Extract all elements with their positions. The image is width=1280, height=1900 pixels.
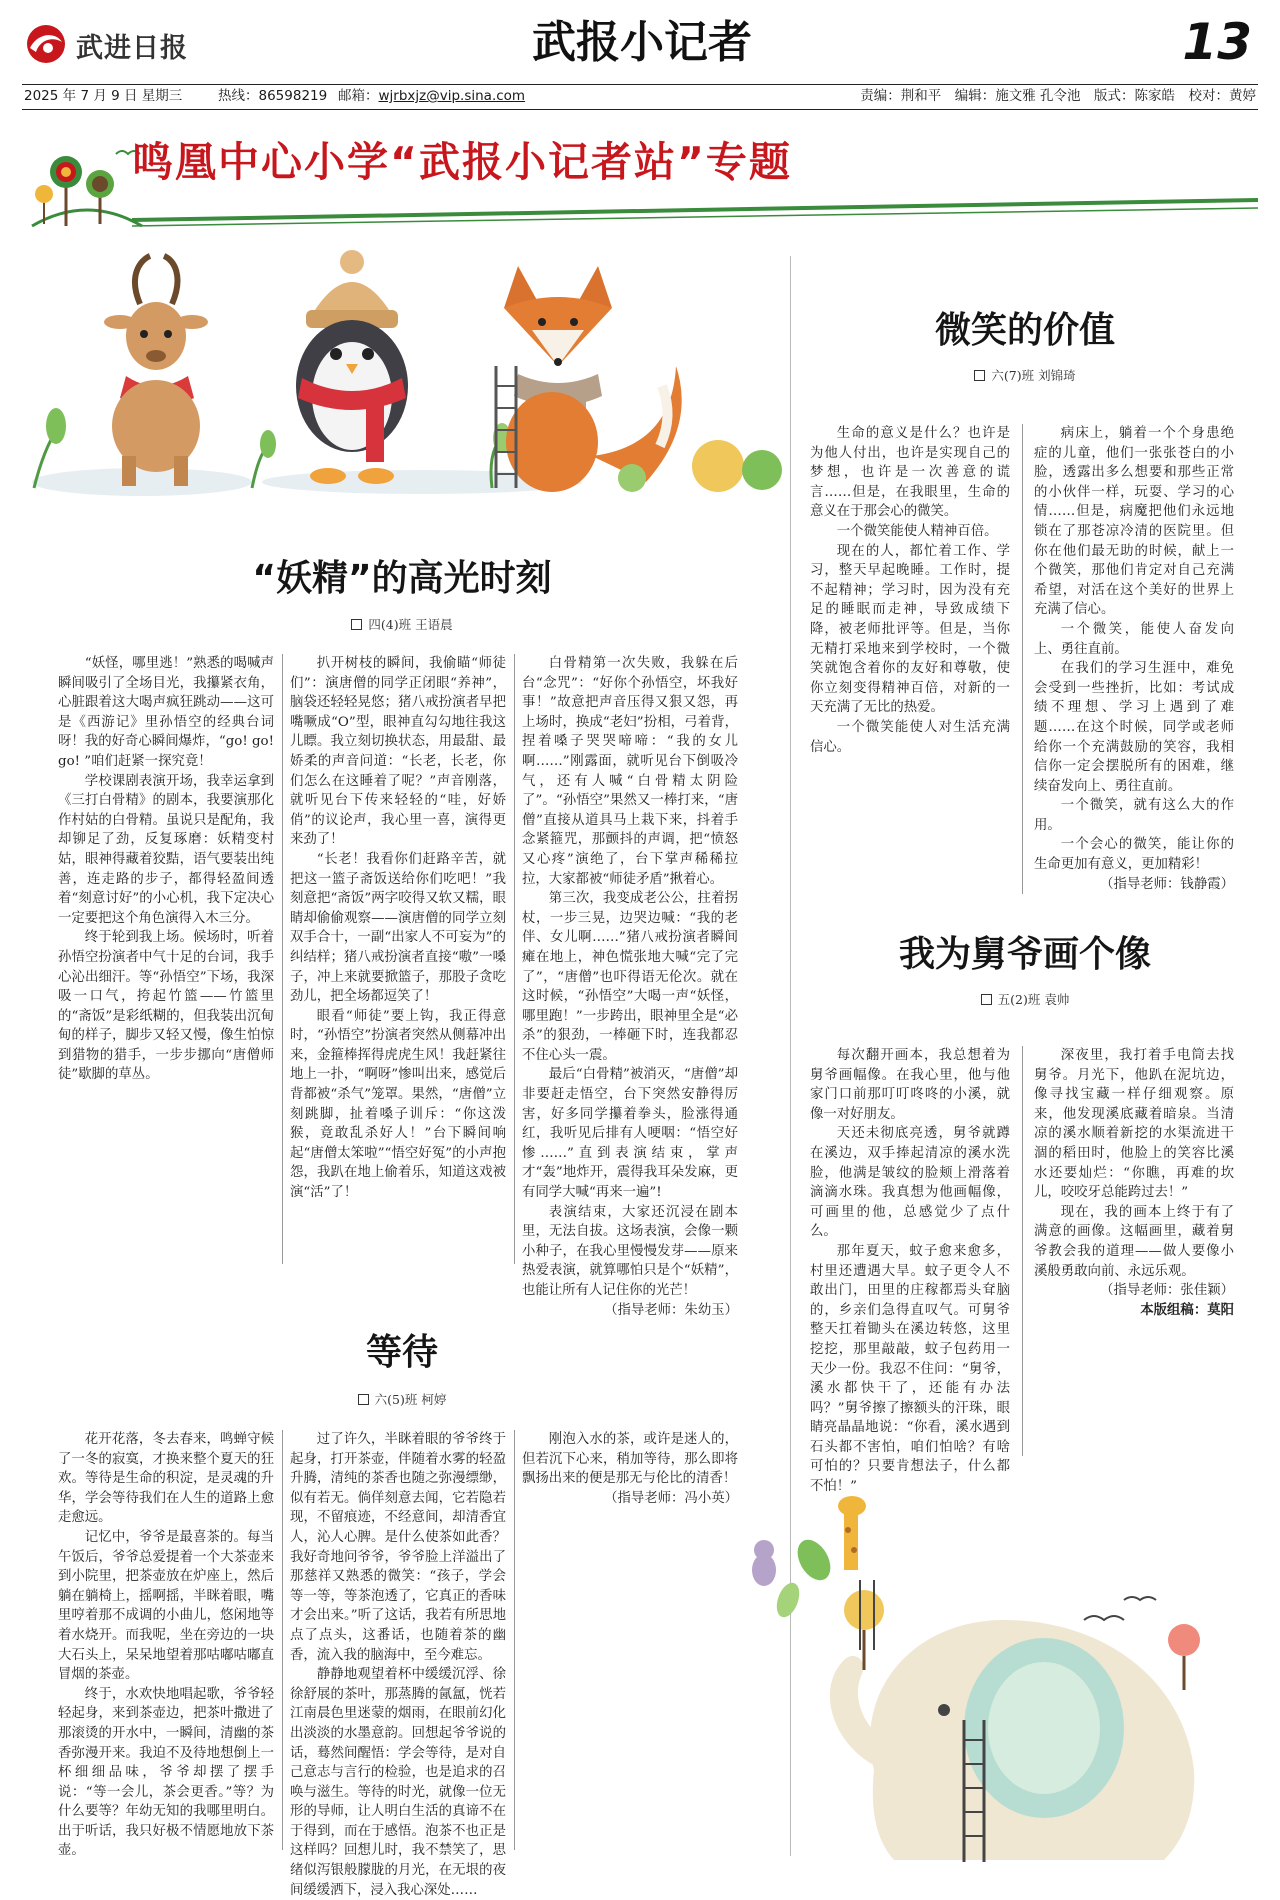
column-divider: [514, 654, 515, 1264]
byline-box-icon: [351, 619, 362, 630]
article-title-weixiao: 微笑的价值: [934, 310, 1115, 351]
paragraph: 深夜里，我打着手电筒去找舅爷。月光下，他趴在泥坑边，像寻找宝藏一样仔细观察。原来，他发现溪底藏着暗泉。当清凉的溪水顺着新挖的水渠流进干涸的稻田时，他脸上的笑容比溪水还要灿烂：“你瞧，再难的坎儿，咬咬牙总能跨过去！”: [1034, 1048, 1234, 1201]
teacher-credit: （指导老师：钱静霞）: [1100, 876, 1234, 892]
article-body-weixiao-col2: [1034, 424, 1234, 914]
article-title-yaojing: “妖精”的高光时刻: [252, 558, 552, 599]
banner-underline: [22, 194, 1258, 234]
paragraph: 一个会心的微笑，能让你的生命更加有意义，更加精彩！: [1034, 837, 1234, 873]
article-body-jiuye-col2: [1034, 1046, 1234, 1466]
teacher-credit: （指导老师：朱幼玉）: [604, 1302, 738, 1318]
group-note: 本版组稿：莫阳: [1140, 1302, 1234, 1318]
teacher-credit: （指导老师：冯小英）: [604, 1490, 738, 1506]
article-body-yaojing-col3: [522, 654, 738, 1318]
paragraph: 一个微笑，就有这么大的作用。: [1034, 798, 1234, 833]
paragraph: 生命的意义是什么？也许是为他人付出，也许是实现自己的梦想，也许是一次善意的谎言……但是，在我眼里，生命的意义在于那会心的微笑。: [810, 426, 1010, 520]
paragraph: 扒开树枝的瞬间，我偷瞄“师徒们”：演唐僧的同学正闭眼“养神”，脑袋还轻轻晃悠；猪八戒扮演者早把嘴噘成“O”型，眼神直勾勾地往我这儿瞟。我立刻切换状态，用最甜、最娇柔的声音问道：“长老，长老，你们怎么在这睡着了呢？”声音刚落，就听见台下传来轻轻的“哇，好娇俏”的议论声，我心里一喜，演得更来劲了！: [290, 656, 506, 848]
email-block: [338, 85, 525, 108]
page-number: 13: [1182, 13, 1252, 71]
article-body-yaojing-col2: [290, 654, 506, 1274]
paragraph: 一个微笑，能使人奋发向上、勇往直前。: [1034, 621, 1234, 657]
column-divider: [282, 654, 283, 1264]
issue-date: 2025 年 7 月 9 日 星期三: [24, 88, 183, 104]
paragraph: 现在的人，都忙着工作、学习，整天早起晚睡。工作时，提不起精神；学习时，因为没有充足的睡眠而走神，导致成绩下降，被老师批评等。但是，当你无精打采地来到学校时，一个微笑就饱含着你的友好和尊敬，使你立刻变得精神百倍，对新的一天充满了无比的热爱。: [810, 543, 1010, 716]
column-divider: [1022, 1046, 1023, 1456]
paragraph: 静静地观望着杯中缓缓沉浮、徐徐舒展的茶叶，那蒸腾的氤氲，恍若江南晨色里迷蒙的烟雨，在眼前幻化出淡淡的水墨意韵。回想起爷爷说的话，蓦然间醒悟：学会等待，是对自己意志与言行的检验，也是追求的召唤与滋生。等待的时光，就像一位无形的导师，让人明白生活的真谛不在于得到，而在于感悟。泡茶不也正是这样吗？回想儿时，我不禁笑了，思绪似泻银般朦胧的月光，在无垠的夜间缓缓洒下，浸入我心深处……: [290, 1667, 506, 1898]
penguin-icon: [296, 250, 408, 484]
paragraph: 每次翻开画本，我总想着为舅爷画幅像。在我心里，他与他家门口前那叮叮咚咚的小溪，就像一对好朋友。: [810, 1048, 1010, 1122]
byline-jiuye: [800, 990, 1250, 1008]
paragraph: 一个微笑能使人对生活充满信心。: [810, 719, 1010, 755]
byline-yaojing: [22, 615, 782, 633]
paragraph: 一个微笑能使人精神百倍。: [836, 523, 998, 539]
newspaper-logo: [22, 22, 202, 66]
paragraph: 眼看“师徒”要上钩，我正得意时，“孙悟空”扮演者突然从侧幕冲出来，金箍棒挥得虎虎生风！我赶紧往地上一扑，“啊呀”惨叫出来，感觉后背都被“杀气”笼罩。果然，“唐僧”立刻跳脚，扯着嗓子训斥：“你这泼猴，竟敢乱杀好人！”台下瞬间响起“唐僧太笨啦”“悟空好冤”的小声抱怨，我趴在地上偷着乐，知道这戏被演“活”了！: [290, 1008, 506, 1201]
email-link[interactable]: wjrbxjz@vip.sina.com: [378, 88, 526, 104]
paragraph: 在我们的学习生涯中，难免会受到一些挫折，比如：考试成绩不理想、学习上遇到了难题……在这个时候，同学或老师给你一个充满鼓励的笑容，我相信你一定会摆脱所有的困难，继续奋发向上、勇往直前。: [1034, 661, 1234, 794]
paragraph: 那年夏天，蚊子愈来愈多，村里还遭遇大旱。蚊子更令人不敢出门，田里的庄稼都焉头耷脑的，乡亲们急得直叹气。可舅爷整天扛着锄头在溪边转悠，这里挖挖，那里敲敲，蚊子包药用一天少一份。我忍不住问：“舅爷，溪水都快干了，还能有办法吗？”舅爷擦了擦额头的汗珠，眼睛亮晶晶地说：“你看，溪水遇到石头都不害怕，咱们怕啥？有啥可怕的？只要肯想法子，什么都不怕！”: [810, 1243, 1010, 1495]
paragraph: 花开花落，冬去春来，鸣蝉守候了一冬的寂寞，才换来整个夏天的狂欢。等待是生命的积淀，是灵魂的升华，学会等待我们在人生的道路上愈走愈远。: [58, 1432, 274, 1526]
logo-swirl-icon: [22, 22, 70, 66]
leaf-icon: [772, 1534, 837, 1620]
paragraph: 表演结束，大家还沉浸在剧本里，无法自拔。这场表演，会像一颗小种子，在我心里慢慢发芽——原来热爱表演，就算哪怕只是个“妖精”，也能让所有人记住你的光芒！: [522, 1204, 738, 1298]
byline-box-icon: [358, 1394, 369, 1405]
byline-box-icon: [981, 994, 992, 1005]
article-body-dengdai-col3: [522, 1430, 738, 1860]
paragraph: 病床上，躺着一个个身患绝症的儿童，他们一张张苍白的小脸，透露出多么想要和那些正常的小伙伴一样，玩耍、学习的心情……但是，病魔把他们永远地锁在了那苍凉冷清的医院里。但你在他们最无助的时候，献上一个微笑，那他们肯定对自己充满希望，对活在这个美好的世界上充满了信心。: [1034, 426, 1234, 618]
paragraph: 学校课剧表演开场，我幸运拿到《三打白骨精》的剧本，我要演那化作村姑的白骨精。虽说只是配角，我却铆足了劲，反复琢磨：妖精变村姑，眼神得藏着狡黠，语气要装出纯善，连走路的步子，都得轻盈间透着“刻意讨好”的小心机，我下定决心一定要把这个角色演得入木三分。: [58, 773, 274, 926]
paragraph: 最后“白骨精”被消灭，“唐僧”却非要赶走悟空，台下突然安静得厉害，好多同学攥着拳头，脸涨得通红，我听见后排有人哽咽：“悟空好惨……”直到表演结束，掌声才“轰”地炸开，震得我耳朵发麻，更有同学大喊“再来一遍”!: [522, 1067, 738, 1201]
paragraph: 天还未彻底亮透，舅爷就蹲在溪边，双手捧起清凉的溪水洗脸，他满是皱纹的脸颊上滑落着滴滴水珠。我真想为他画幅像，可画里的他，总感觉少了点什么。: [810, 1126, 1010, 1240]
article-body-yaojing-col1: [58, 654, 274, 1274]
byline-text: 四(4)班 王语晨: [368, 617, 453, 632]
elephant-illustration: [744, 1470, 1258, 1868]
hotline: 热线：86598219: [218, 88, 328, 104]
banner-title: 鸣凰中心小学“武报小记者站”专题: [132, 138, 792, 186]
article-title-jiuye: 我为舅爷画个像: [898, 934, 1151, 975]
byline-dengdai: [22, 1390, 782, 1408]
bird-icon: [1084, 1597, 1156, 1620]
fox-icon: [504, 266, 682, 492]
paragraph: 过了许久，半眯着眼的爷爷终于起身，打开茶壶，伴随着水雾的轻盈升腾，清纯的茶香也随之弥漫缥缈，似有若无。倘佯刻意去闻，它若隐若现，不留痕迹，不经意间，却清香宜人，沁人心脾。是什么使茶如此香？我好奇地问爷爷，爷爷脸上洋溢出了那慈祥又熟悉的微笑：“孩子，学会等一等，等茶泡透了，它真正的香味才会出来。”听了这话，我若有所思地点了点头，这番话，也随着茶的幽香，流入我的脑海中，至今难忘。: [290, 1432, 506, 1663]
info-bar: [22, 84, 1258, 110]
article-body-weixiao-col1: [810, 424, 1010, 914]
section-title: 武报小记者: [532, 17, 752, 68]
byline-text: 六(5)班 柯婷: [374, 1392, 447, 1407]
logo-text: 武进日报: [76, 33, 188, 64]
paragraph: 终于，水欢快地唱起歌，爷爷轻轻起身，来到茶壶边，把茶叶撒进了那滚烫的开水中，一瞬间，清幽的茶香弥漫开来。我迫不及待地想倒上一杯细细品味，爷爷却摆了摆手说：“等一会儿，茶会更香。”等？为什么要等？年幼无知的我哪里明白。出于听话，我只好极不情愿地放下茶壶。: [58, 1686, 274, 1859]
antelope-icon: [104, 256, 208, 486]
paragraph: 第三次，我变成老公公，拄着拐杖，一步三晃，边哭边喊：“我的老伴、女儿啊……”猪八戒扮演者瞬间瘫在地上，神色慌张地大喊“完了完了”，“唐僧”也吓得语无伦次。就在这时候，“孙悟空”大喝一声“妖怪，哪里跑！”一步跨出，眼神里全是“必杀”的狠劲，一棒砸下时，连我都忍不住心头一震。: [522, 891, 738, 1063]
byline-weixiao: [800, 366, 1250, 384]
paragraph: 现在，我的画本上终于有了满意的画像。这幅画里，藏着舅爷教会我的道理——做人要像小溪般勇敢向前、永远乐观。: [1034, 1204, 1234, 1279]
paragraph: “妖怪，哪里逃！”熟悉的喝喊声瞬间吸引了全场目光，我攥紧衣角，心脏跟着这大喝声疯狂跳动——这可是《西游记》里孙悟空的经典台词呀！我的好奇心瞬间爆炸，“go! go! go! ”咱们赶紧一探究竟！: [58, 656, 274, 769]
elephant-icon: [830, 1620, 1194, 1860]
paragraph: 记忆中，爷爷是最喜茶的。每当午饭后，爷爷总爱提着一个大茶壶来到小院里，把茶壶放在炉座上，然后躺在躺椅上，摇啊摇，半眯着眼，嘴里哼着那不成调的小曲儿，悠闲地等着水烧开。而我呢，坐在旁边的一块大石头上，呆呆地望着那咕嘟咕嘟直冒烟的茶壶。: [58, 1529, 274, 1683]
giraffe-icon: [838, 1496, 866, 1570]
byline-box-icon: [974, 370, 985, 381]
teacher-credit: （指导老师：张佳颖）: [1100, 1283, 1234, 1299]
topic-banner: [22, 126, 1258, 236]
byline-text: 六(7)班 刘锦琦: [991, 368, 1076, 383]
paragraph: 刚泡入水的茶，或许是迷人的，但若沉下心来，稍加等待，那么即将飘扬出来的便是那无与伦比的清香！: [522, 1432, 738, 1487]
byline-text: 五(2)班 袁帅: [997, 992, 1070, 1007]
email-label: 邮箱：: [338, 88, 379, 104]
column-divider: [1022, 424, 1023, 894]
article-title-dengdai: 等待: [365, 1332, 438, 1373]
animal-illustration: [22, 256, 782, 492]
paragraph: “长老！我看你们赶路辛苦，就把这一篮子斋饭送给你们吃吧！”我刻意把“斋饭”两字咬得又软又糯，眼睛却偷偷观察——演唐僧的同学立刻双手合十，一副“出家人不可妄为”的纠结样；猪八戒扮演者直接“嗷”一嗓子，冲上来就要掀篮子，那股子贪吃劲儿，把全场都逗笑了！: [290, 851, 506, 1005]
masthead: [22, 14, 1258, 74]
article-body-dengdai-col2: [290, 1430, 506, 1898]
editors-credit: 责编：荆和平 编辑：施文雅 孔令池 版式：陈家皓 校对：黄婷: [860, 88, 1256, 104]
column-divider: [282, 1430, 283, 1850]
animal-figure-icon: [752, 1540, 776, 1586]
article-body-dengdai-col1: [58, 1430, 274, 1860]
paragraph: 终于轮到我上场。候场时，听着孙悟空扮演者中气十足的台词，我手心沁出细汗。等“孙悟空”下场，我深吸一口气，挎起竹篮——竹篮里的“斋饭”是彩纸糊的，但我装出沉甸甸的样子，脚步又轻又慢，像生怕惊到猎物的猎手，一步步挪向“唐僧师徒”歇脚的草丛。: [58, 930, 274, 1083]
column-divider: [514, 1430, 515, 1850]
article-body-jiuye-col1: [810, 1046, 1010, 1495]
paragraph: 白骨精第一次失败，我躲在后台“念咒”：“好你个孙悟空，坏我好事！”故意把声音压得又狠又怨，再上场时，换成“老妇”扮相，弓着背，捏着嗓子哭哭啼啼：“我的女儿啊……”刚露面，就听见台下倒吸冷气，还有人喊“白骨精太阴险了”。“孙悟空”果然又一棒打来，“唐僧”直接从道具马上栽下来，抖着手念紧箍咒，那颤抖的声调，把“愤怒又心疼”演绝了，台下掌声稀稀拉拉，大家都被“师徒矛盾”揪着心。: [522, 656, 738, 887]
